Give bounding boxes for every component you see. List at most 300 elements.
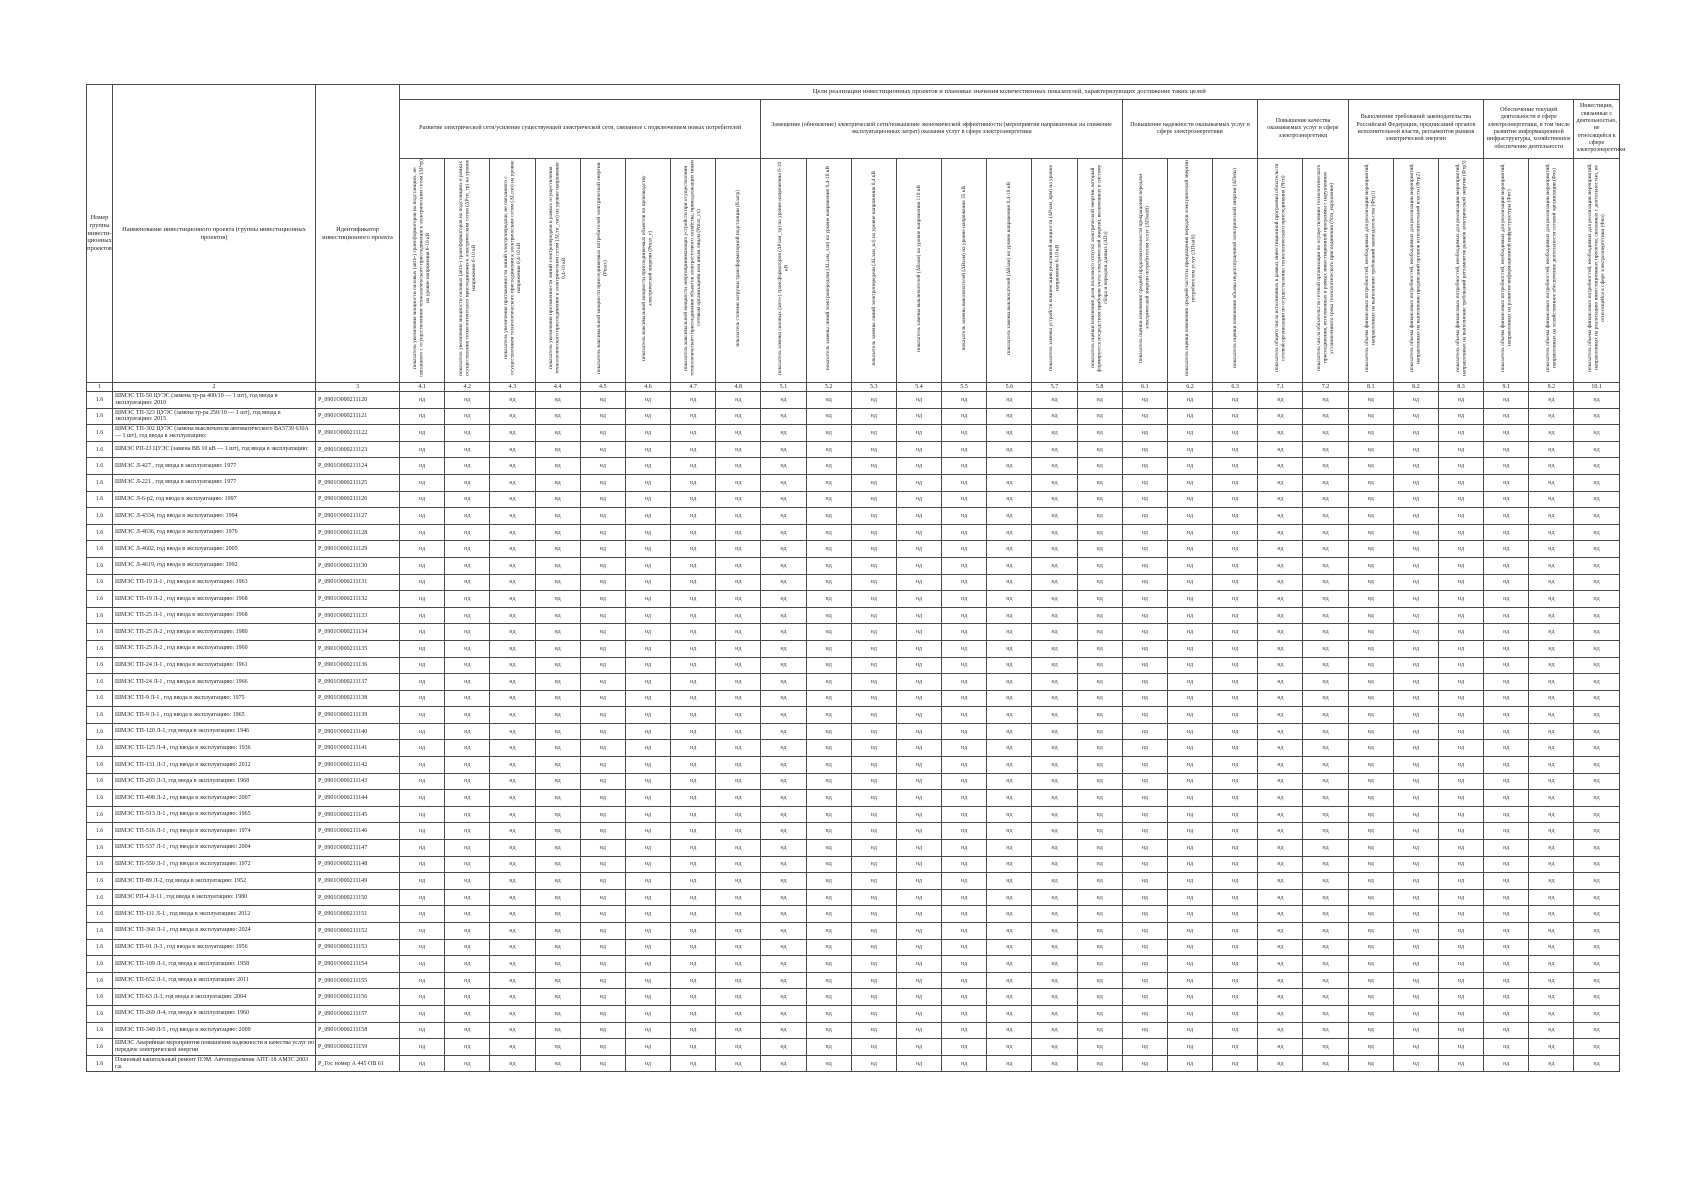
row-indicator-value: нд [1484,392,1529,409]
row-group-number: 1.6 [87,508,113,525]
row-group-number: 1.6 [87,392,113,409]
row-indicator-value: нд [806,790,851,807]
row-indicator-value: нд [535,541,580,558]
row-indicator-value: нд [1348,1039,1393,1056]
indicator-header [1122,159,1167,383]
row-indicator-value: нд [445,989,490,1006]
row-indicator-value: нд [716,574,761,591]
row-indicator-value: нд [1077,1039,1122,1056]
row-indicator-value: нд [1258,474,1303,491]
row-indicator-value: нд [1348,956,1393,973]
goal-group-header: Выполнение требований законодательства Российской Федерации, предписаний органов исполнительной власти, регламентов рынков электрической энергии [1348,100,1484,159]
row-indicator-value: нд [400,508,445,525]
table-row [87,939,1620,956]
row-indicator-value: нд [1529,757,1574,774]
row-indicator-value: нд [1213,508,1258,525]
indicator-header [490,159,535,383]
row-project-id: P_0901O000211135 [316,640,400,657]
row-indicator-value: нд [1258,989,1303,1006]
row-indicator-value: нд [987,790,1032,807]
row-indicator-value: нд [625,574,670,591]
row-indicator-value: нд [445,557,490,574]
row-indicator-value: нд [1122,773,1167,790]
row-indicator-value: нд [1258,823,1303,840]
row-indicator-value: нд [1167,840,1212,857]
row-indicator-value: нд [1529,823,1574,840]
row-indicator-value: нд [942,972,987,989]
column-number: 6.1 [1122,383,1167,392]
row-indicator-value: нд [1303,856,1348,873]
row-indicator-value: нд [400,392,445,409]
row-indicator-value: нд [851,906,896,923]
row-indicator-value: нд [490,524,535,541]
row-indicator-value: нд [625,790,670,807]
row-indicator-value: нд [580,773,625,790]
row-indicator-value: нд [1213,607,1258,624]
row-indicator-value: нд [1303,956,1348,973]
row-project-name: ШМЭС ТП-9 Л-1 , год ввода в эксплуатацию: 1975 [113,690,316,707]
row-indicator-value: нд [1348,773,1393,790]
row-indicator-value: нд [1484,474,1529,491]
row-indicator-value: нд [1348,640,1393,657]
row-indicator-value: нд [625,657,670,674]
row-indicator-value: нд [1484,624,1529,641]
row-indicator-value: нд [987,740,1032,757]
row-project-id: P_0901O000211122 [316,425,400,442]
row-indicator-value: нд [625,889,670,906]
row-indicator-value: нд [1258,1055,1303,1072]
row-indicator-value: нд [806,425,851,442]
row-indicator-value: нд [987,508,1032,525]
row-indicator-value: нд [580,707,625,724]
row-project-name: ШМЭС ТП-120 Л-1, год ввода в эксплуатацию: 1946 [113,723,316,740]
row-indicator-value: нд [625,640,670,657]
row-indicator-value: нд [1258,491,1303,508]
row-indicator-value: нд [625,906,670,923]
header-row-title [87,85,1620,100]
row-indicator-value: нд [490,624,535,641]
row-indicator-value: нд [1032,790,1077,807]
row-indicator-value: нд [400,557,445,574]
row-indicator-value: нд [1303,757,1348,774]
row-indicator-value: нд [1303,773,1348,790]
row-indicator-value: нд [942,723,987,740]
row-indicator-value: нд [987,723,1032,740]
row-indicator-value: нд [896,740,941,757]
row-indicator-value: нд [761,591,806,608]
row-indicator-value: нд [761,723,806,740]
row-indicator-value: нд [1393,640,1438,657]
row-indicator-value: нд [1213,906,1258,923]
row-indicator-value: нд [1438,690,1483,707]
row-indicator-value: нд [445,458,490,475]
row-indicator-value: нд [1122,425,1167,442]
goals-title: Цели реализации инвестиционных проектов и плановые значения количественных показателей, характеризующих достижение таких целей [400,85,1620,100]
row-indicator-value: нд [671,773,716,790]
column-number: 8.2 [1393,383,1438,392]
row-indicator-value: нд [400,474,445,491]
row-indicator-value: нд [896,856,941,873]
row-indicator-value: нд [1032,856,1077,873]
row-indicator-value: нд [1213,740,1258,757]
row-indicator-value: нд [1258,939,1303,956]
row-indicator-value: нд [490,491,535,508]
row-indicator-value: нд [1258,806,1303,823]
row-indicator-value: нд [445,856,490,873]
row-indicator-value: нд [1574,458,1619,475]
row-indicator-value: нд [806,806,851,823]
row-indicator-value: нд [1393,723,1438,740]
row-indicator-value: нд [1574,541,1619,558]
row-indicator-value: нд [1574,773,1619,790]
row-indicator-value: нд [1122,640,1167,657]
column-number: 6.2 [1167,383,1212,392]
row-indicator-value: нд [942,458,987,475]
row-indicator-value: нд [1258,972,1303,989]
row-indicator-value: нд [1393,707,1438,724]
row-indicator-value: нд [671,757,716,774]
goal-group-header: Обеспечение текущей деятельности в сфере электроэнергетики, в том числе развитие информационной инфраструктуры, хозяйственное обеспечение деятельности [1484,100,1574,159]
row-indicator-value: нд [851,474,896,491]
row-indicator-value: нд [445,474,490,491]
row-project-id: P_0901O000211137 [316,674,400,691]
row-indicator-value: нд [490,840,535,857]
row-indicator-value: нд [1303,939,1348,956]
row-indicator-value: нд [1348,923,1393,940]
row-indicator-value: нд [716,773,761,790]
row-indicator-value: нд [1122,541,1167,558]
row-project-id: P_0901O000211142 [316,757,400,774]
row-indicator-value: нд [716,972,761,989]
row-indicator-value: нд [1258,541,1303,558]
row-indicator-value: нд [1529,856,1574,873]
row-indicator-value: нд [1032,591,1077,608]
row-indicator-value: нд [1122,873,1167,890]
row-indicator-value: нд [671,923,716,940]
row-indicator-value: нд [1167,707,1212,724]
row-indicator-value: нд [716,441,761,458]
row-indicator-value: нд [490,607,535,624]
row-indicator-value: нд [851,674,896,691]
row-indicator-value: нд [1348,856,1393,873]
row-indicator-value: нд [1167,923,1212,940]
row-indicator-value: нд [1303,657,1348,674]
row-indicator-value: нд [535,856,580,873]
row-indicator-value: нд [761,939,806,956]
row-indicator-value: нд [1303,972,1348,989]
row-indicator-value: нд [1574,989,1619,1006]
row-indicator-value: нд [942,624,987,641]
table-row [87,840,1620,857]
row-indicator-value: нд [671,425,716,442]
indicator-header [1167,159,1212,383]
project-id-header: Идентификатор инвестиционного проекта [316,85,400,383]
row-indicator-value: нд [580,989,625,1006]
row-indicator-value: нд [580,873,625,890]
table-row [87,541,1620,558]
row-indicator-value: нд [987,591,1032,608]
row-indicator-value: нд [896,591,941,608]
row-indicator-value: нд [806,607,851,624]
row-indicator-value: нд [671,1055,716,1072]
row-indicator-value: нд [1529,956,1574,973]
row-indicator-value: нд [1303,1005,1348,1022]
row-indicator-value: нд [1393,823,1438,840]
row-indicator-value: нд [806,591,851,608]
row-indicator-value: нд [1077,823,1122,840]
row-indicator-value: нд [400,674,445,691]
row-indicator-value: нд [1167,956,1212,973]
row-indicator-value: нд [445,441,490,458]
row-indicator-value: нд [445,591,490,608]
indicator-label: показатель числа обязательств сетевой организации по осуществлению технологического присоединения, исполненных в рамках инвестиционной программы с нарушением установленного срока технологического присоединения (Nтп_нарушение) [1315,164,1335,372]
row-indicator-value: нд [1438,873,1483,890]
column-number: 5.4 [896,383,941,392]
row-indicator-value: нд [1348,458,1393,475]
row-indicator-value: нд [1122,574,1167,591]
row-indicator-value: нд [896,1055,941,1072]
row-indicator-value: нд [1484,441,1529,458]
row-indicator-value: нд [851,806,896,823]
row-project-name: ШМЭС ТП-269 Л-4, год ввода в эксплуатацию: 1960 [113,1005,316,1022]
row-indicator-value: нд [490,790,535,807]
row-group-number: 1.6 [87,707,113,724]
row-indicator-value: нд [490,823,535,840]
row-indicator-value: нд [716,1055,761,1072]
row-indicator-value: нд [987,441,1032,458]
row-indicator-value: нд [1167,458,1212,475]
row-indicator-value: нд [1213,1039,1258,1056]
row-indicator-value: нд [1258,723,1303,740]
indicator-label: показатель степени загрузки трансформаторной подстанции (Kзагр) [735,189,742,347]
row-indicator-value: нд [1393,1039,1438,1056]
row-indicator-value: нд [671,524,716,541]
column-number: 9.2 [1529,383,1574,392]
row-indicator-value: нд [1393,889,1438,906]
row-indicator-value: нд [535,723,580,740]
row-indicator-value: нд [1393,674,1438,691]
row-indicator-value: нд [1077,640,1122,657]
row-project-name: ШМЭС Л-427 , год ввода в эксплуатацию: 1977 [113,458,316,475]
row-indicator-value: нд [1167,392,1212,409]
column-number: 4.3 [490,383,535,392]
row-indicator-value: нд [851,458,896,475]
row-indicator-value: нд [806,989,851,1006]
row-indicator-value: нд [580,458,625,475]
row-indicator-value: нд [1348,524,1393,541]
row-indicator-value: нд [1348,508,1393,525]
row-indicator-value: нд [1122,491,1167,508]
column-number: 4.1 [400,383,445,392]
row-indicator-value: нд [1393,989,1438,1006]
indicator-label: показатель общего числа исполненных в рамках инвестиционной программы обязательств сетевой организации по осуществлению технологического присоединения (Nтп) [1273,163,1287,373]
row-indicator-value: нд [716,989,761,1006]
row-indicator-value: нд [1303,1039,1348,1056]
row-indicator-value: нд [1438,840,1483,857]
row-indicator-value: нд [671,508,716,525]
row-indicator-value: нд [445,508,490,525]
row-group-number: 1.6 [87,989,113,1006]
row-indicator-value: нд [1032,607,1077,624]
row-indicator-value: нд [806,524,851,541]
row-indicator-value: нд [716,956,761,973]
row-project-name: ШМЭС Аварийные мероприятия повышения надежности и качества услуг по передаче электрической энергии [113,1039,316,1056]
row-indicator-value: нд [806,1055,851,1072]
row-indicator-value: нд [1213,408,1258,425]
row-indicator-value: нд [716,392,761,409]
row-indicator-value: нд [1529,557,1574,574]
row-indicator-value: нд [1167,856,1212,873]
row-indicator-value: нд [535,640,580,657]
indicator-header [671,159,716,383]
indicator-header [1213,159,1258,383]
row-indicator-value: нд [761,707,806,724]
row-indicator-value: нд [1167,657,1212,674]
row-indicator-value: нд [987,757,1032,774]
row-indicator-value: нд [1529,657,1574,674]
row-indicator-value: нд [987,906,1032,923]
row-indicator-value: нд [1393,624,1438,641]
row-indicator-value: нд [490,989,535,1006]
row-project-id: P_0901O000211143 [316,773,400,790]
row-indicator-value: нд [1167,491,1212,508]
column-number: 8.1 [1348,383,1393,392]
row-indicator-value: нд [625,458,670,475]
row-indicator-value: нд [1303,889,1348,906]
row-indicator-value: нд [1032,840,1077,857]
row-indicator-value: нд [1393,474,1438,491]
row-project-name: ШМЭС ТП-9 Л-1 , год ввода в эксплуатацию: 1965 [113,707,316,724]
row-indicator-value: нд [1077,723,1122,740]
row-indicator-value: нд [400,458,445,475]
row-indicator-value: нд [671,690,716,707]
row-indicator-value: нд [851,690,896,707]
row-indicator-value: нд [716,458,761,475]
row-indicator-value: нд [896,458,941,475]
row-indicator-value: нд [987,458,1032,475]
row-indicator-value: нд [1484,557,1529,574]
row-indicator-value: нд [851,591,896,608]
row-indicator-value: нд [580,939,625,956]
row-indicator-value: нд [761,607,806,624]
indicator-label: показатель объема финансовых потребностей, необходимых для реализации мероприятий, направленных на развитие информационной инфраструктуры (Фит) [1499,163,1513,373]
row-indicator-value: нд [1348,823,1393,840]
row-indicator-value: нд [1122,806,1167,823]
row-indicator-value: нд [716,939,761,956]
row-indicator-value: нд [625,508,670,525]
row-indicator-value: нд [1213,624,1258,641]
row-indicator-value: нд [490,773,535,790]
row-indicator-value: нд [671,840,716,857]
row-indicator-value: нд [1484,1039,1529,1056]
row-indicator-value: нд [625,674,670,691]
row-indicator-value: нд [400,607,445,624]
row-indicator-value: нд [1213,972,1258,989]
row-indicator-value: нд [1393,856,1438,873]
row-indicator-value: нд [1484,939,1529,956]
row-project-id: P_0901O000211152 [316,923,400,940]
row-indicator-value: нд [806,690,851,707]
row-indicator-value: нд [987,408,1032,425]
row-indicator-value: нд [987,1005,1032,1022]
row-indicator-value: нд [896,1005,941,1022]
row-indicator-value: нд [896,923,941,940]
row-indicator-value: нд [1032,707,1077,724]
row-indicator-value: нд [1348,591,1393,608]
row-indicator-value: нд [716,674,761,691]
row-indicator-value: нд [535,1022,580,1039]
row-indicator-value: нд [445,1005,490,1022]
row-indicator-value: нд [400,524,445,541]
indicator-label: показатель замены линий электропередачи (ΔLзам_лэп) на уровне напряжения 0,4-10 кВ [825,165,832,371]
indicator-label: показатель замены устройств компенсации реактивной мощности (ΔPзам_крм) на уровне напряжения 6-10 кВ [1048,165,1061,371]
row-indicator-value: нд [896,1039,941,1056]
row-indicator-value: нд [580,524,625,541]
row-indicator-value: нд [1122,740,1167,757]
row-indicator-value: нд [1484,408,1529,425]
row-indicator-value: нд [535,989,580,1006]
table-row [87,773,1620,790]
row-indicator-value: нд [1077,524,1122,541]
row-indicator-value: нд [1077,674,1122,691]
row-project-name: ШМЭС Л-4636, год ввода в эксплуатацию: 1976 [113,524,316,541]
row-indicator-value: нд [987,1055,1032,1072]
row-project-name: ШМЭС ТП-91 Л-3 , год ввода в эксплуатацию: 1956 [113,939,316,956]
row-indicator-value: нд [625,873,670,890]
indicator-header [625,159,670,383]
row-indicator-value: нд [1213,425,1258,442]
row-indicator-value: нд [987,574,1032,591]
row-indicator-value: нд [761,740,806,757]
row-group-number: 1.6 [87,657,113,674]
row-indicator-value: нд [535,392,580,409]
row-indicator-value: нд [942,640,987,657]
row-indicator-value: нд [490,640,535,657]
row-indicator-value: нд [1032,1005,1077,1022]
row-indicator-value: нд [761,574,806,591]
row-indicator-value: нд [1213,557,1258,574]
indicator-label: показатель объема финансовых потребностей, необходимых для реализации мероприятий, направленных на реализацию инвестиционных проектов, связанных с деятельностью, не относящейся к сфере электроэнергетики (Фнэ) [1586,163,1606,373]
row-indicator-value: нд [1213,541,1258,558]
row-indicator-value: нд [1077,624,1122,641]
row-indicator-value: нд [1303,557,1348,574]
row-indicator-value: нд [671,541,716,558]
row-indicator-value: нд [1077,956,1122,973]
row-indicator-value: нд [671,574,716,591]
row-indicator-value: нд [761,889,806,906]
row-indicator-value: нд [761,458,806,475]
row-indicator-value: нд [851,657,896,674]
row-indicator-value: нд [1303,707,1348,724]
row-project-name: ШМЭС ТП-25 Л-2 , год ввода в эксплуатацию: 1960 [113,640,316,657]
row-indicator-value: нд [671,557,716,574]
row-project-name: ШМЭС ТП-360 Л-1 , год ввода в эксплуатацию: 2024 [113,923,316,940]
row-indicator-value: нд [1529,723,1574,740]
row-indicator-value: нд [716,889,761,906]
row-indicator-value: нд [1122,524,1167,541]
row-indicator-value: нд [535,591,580,608]
row-indicator-value: нд [1348,474,1393,491]
row-indicator-value: нд [671,740,716,757]
row-indicator-value: нд [806,574,851,591]
row-indicator-value: нд [1167,425,1212,442]
row-indicator-value: нд [942,425,987,442]
row-indicator-value: нд [625,1039,670,1056]
row-indicator-value: нд [806,923,851,940]
row-indicator-value: нд [1393,425,1438,442]
row-indicator-value: нд [1303,690,1348,707]
row-indicator-value: нд [1122,889,1167,906]
